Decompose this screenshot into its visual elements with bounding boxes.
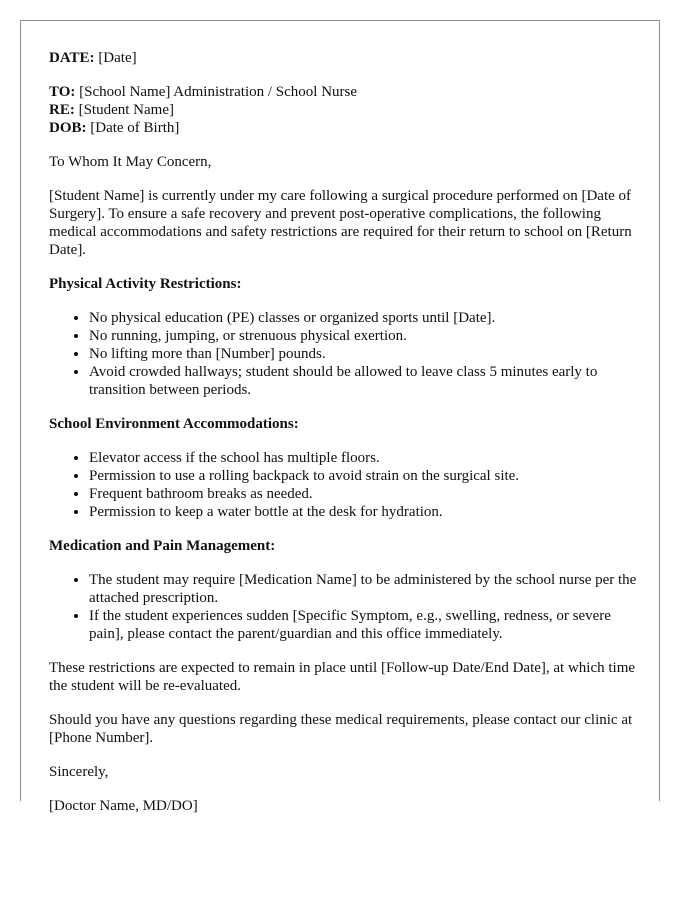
list-item: • Permission to use a rolling backpack to avoid strain on the surgical site. bbox=[89, 467, 639, 485]
list-item: • Elevator access if the school has multiple floors. bbox=[89, 449, 639, 467]
letter-content bbox=[49, 49, 639, 831]
signoff: Sincerely, bbox=[49, 764, 109, 780]
list-item: • Avoid crowded hallways; student should be allowed to leave class 5 minutes early to transition between periods. bbox=[89, 363, 639, 399]
salutation: To Whom It May Concern, bbox=[49, 154, 212, 170]
list-item: • Frequent bathroom breaks as needed. bbox=[89, 485, 639, 503]
section-heading-medication: Medication and Pain Management: bbox=[49, 538, 276, 554]
re-label: RE: bbox=[49, 102, 75, 118]
re-line bbox=[49, 101, 639, 119]
duration-paragraph: These restrictions are expected to remain in place until [Follow-up Date/End Date], at which time the student will be re-evaluated. bbox=[49, 660, 636, 694]
letter-header bbox=[49, 49, 639, 67]
medication-list bbox=[49, 571, 639, 643]
dob-label: DOB: bbox=[49, 120, 87, 136]
list-item: • If the student experiences sudden [Specific Symptom, e.g., swelling, redness, or severe pain], please contact the parent/guardian and this office immediately. bbox=[89, 607, 639, 643]
date-value: [Date] bbox=[98, 50, 137, 66]
to-value: [School Name] Administration / School Nurse bbox=[79, 84, 358, 100]
list-item: • No physical education (PE) classes or organized sports until [Date]. bbox=[89, 309, 639, 327]
to-line bbox=[49, 83, 639, 101]
re-value: [Student Name] bbox=[78, 102, 174, 118]
dob-value: [Date of Birth] bbox=[90, 120, 180, 136]
intro-paragraph: [Student Name] is currently under my care following a surgical procedure performed on [Date of Surgery]. To ensure a safe recovery and prevent post-operative complications, the following medical accommodations and safety restrictions are required for their return to school on [Return Date]. bbox=[49, 188, 632, 258]
to-label: TO: bbox=[49, 84, 76, 100]
list-item: • Permission to keep a water bottle at the desk for hydration. bbox=[89, 503, 639, 521]
date-label: DATE: bbox=[49, 50, 95, 66]
list-item: • No lifting more than [Number] pounds. bbox=[89, 345, 639, 363]
section-heading-physical: Physical Activity Restrictions: bbox=[49, 276, 242, 292]
recipient-block bbox=[49, 83, 639, 137]
section-heading-environment: School Environment Accommodations: bbox=[49, 416, 299, 432]
date-line bbox=[49, 49, 639, 67]
list-item: • No running, jumping, or strenuous physical exertion. bbox=[89, 327, 639, 345]
signature-line: [Doctor Name, MD/DO] bbox=[49, 798, 198, 814]
physical-restrictions-list bbox=[49, 309, 639, 399]
dob-line bbox=[49, 119, 639, 137]
letter-page bbox=[20, 20, 660, 814]
environment-accommodations-list bbox=[49, 449, 639, 521]
contact-paragraph: Should you have any questions regarding these medical requirements, please contact our clinic at [Phone Number]. bbox=[49, 712, 633, 746]
list-item: • The student may require [Medication Name] to be administered by the school nurse per the attached prescription. bbox=[89, 571, 639, 607]
